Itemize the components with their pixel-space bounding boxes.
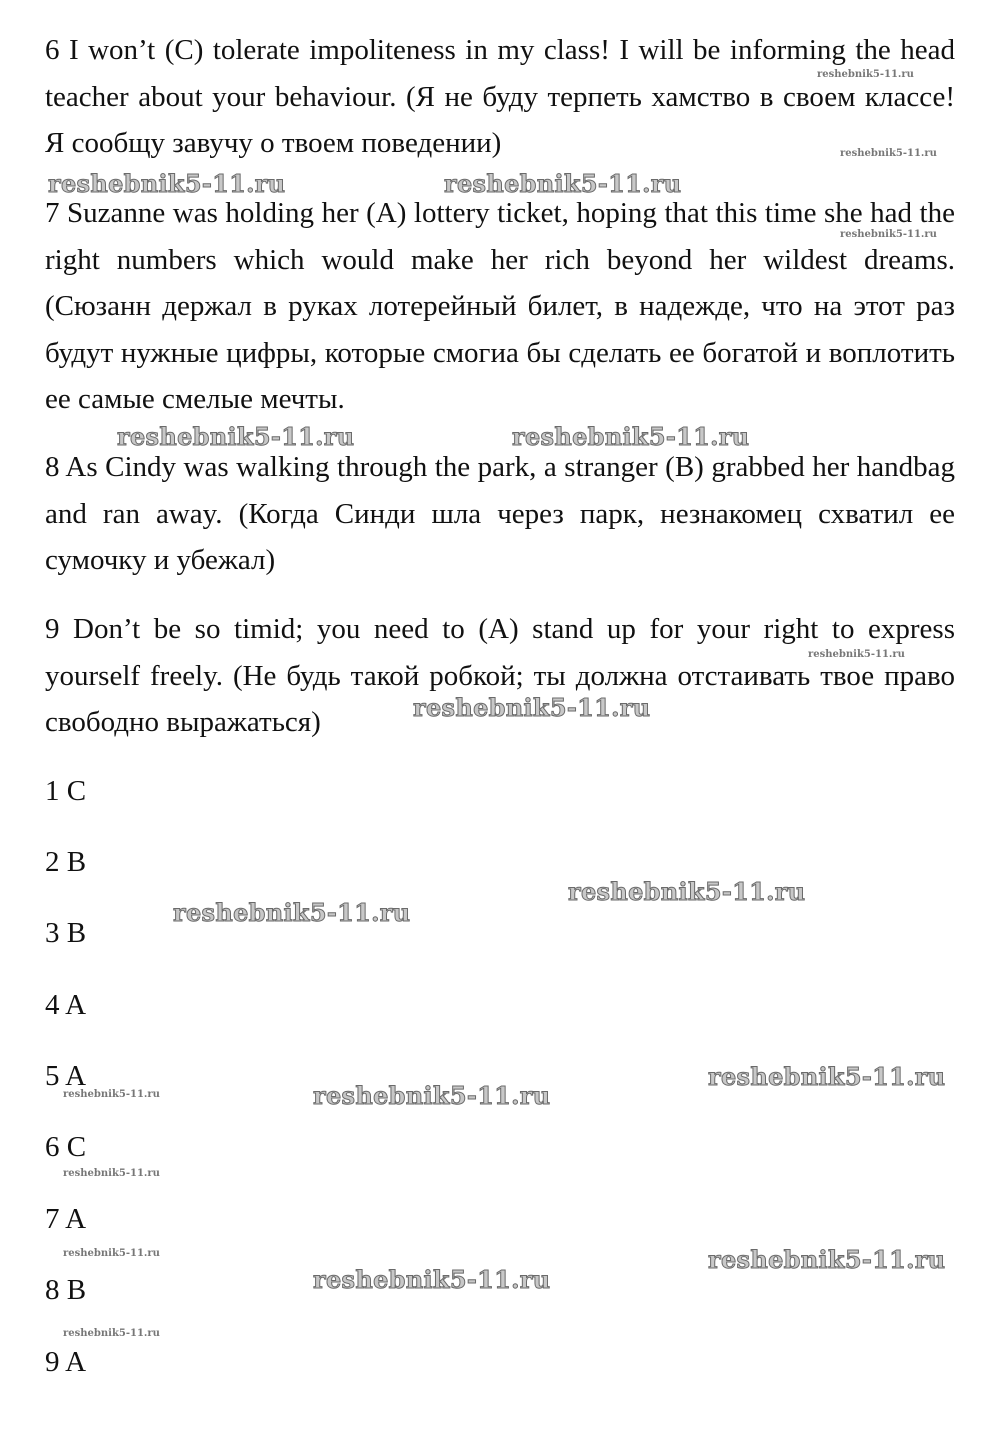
- answer-7: 7 A: [45, 1203, 87, 1235]
- answer-8: 8 B: [45, 1274, 87, 1306]
- watermark-small: reshebnik5-11.ru: [808, 649, 905, 660]
- watermark-small: reshebnik5-11.ru: [63, 1168, 160, 1179]
- answer-4: 4 A: [45, 989, 87, 1021]
- sentence-8: 8 As Cindy was walking through the park, a stranger (B) grabbed her handbag and ran away. (Когда Синди шла через парк, незнакомец схватил ее сумочку и убежал): [45, 451, 955, 576]
- sentence-7: 7 Suzanne was holding her (A) lottery ticket, hoping that this time she had the right numbers which would make her rich beyond her wildest dreams. (Сюзанн держал в руках лотерейный билет, в надежде, что на этот раз будут нужные цифры, которые смогиа бы сделать ее богатой и воплотить ее самые смелые мечты.: [45, 197, 955, 415]
- watermark-large: reshebnik5-11.ru: [413, 693, 651, 722]
- answer-5: 5 A: [45, 1060, 87, 1092]
- answer-2: 2 B: [45, 846, 87, 878]
- sentence-9: 9 Don’t be so timid; you need to (A) stand up for your right to express yourself freely. (Не будь такой робкой; ты должна отстаивать твое право свободно выражаться): [45, 613, 955, 738]
- watermark-small: reshebnik5-11.ru: [63, 1328, 160, 1339]
- watermark-large: reshebnik5-11.ru: [708, 1245, 946, 1274]
- watermark-large: reshebnik5-11.ru: [512, 422, 750, 451]
- watermark-large: reshebnik5-11.ru: [313, 1265, 551, 1294]
- answer-6: 6 C: [45, 1131, 87, 1163]
- watermark-large: reshebnik5-11.ru: [117, 422, 355, 451]
- watermark-large: reshebnik5-11.ru: [173, 898, 411, 927]
- sentence-6: 6 I won’t (C) tolerate impoliteness in my class! I will be informing the head teacher about your behaviour. (Я не буду терпеть хамство в своем классе! Я сообщу завучу о твоем поведении): [45, 34, 955, 159]
- answer-3: 3 B: [45, 917, 87, 949]
- watermark-large: reshebnik5-11.ru: [708, 1062, 946, 1091]
- answer-9: 9 A: [45, 1346, 87, 1378]
- watermark-small: reshebnik5-11.ru: [840, 148, 937, 159]
- watermark-small: reshebnik5-11.ru: [817, 69, 914, 80]
- watermark-large: reshebnik5-11.ru: [313, 1081, 551, 1110]
- watermark-small: reshebnik5-11.ru: [63, 1248, 160, 1259]
- watermark-small: reshebnik5-11.ru: [63, 1089, 160, 1100]
- answer-1: 1 C: [45, 775, 87, 807]
- watermark-small: reshebnik5-11.ru: [840, 229, 937, 240]
- watermark-large: reshebnik5-11.ru: [48, 169, 286, 198]
- watermark-large: reshebnik5-11.ru: [444, 169, 682, 198]
- watermark-large: reshebnik5-11.ru: [568, 877, 806, 906]
